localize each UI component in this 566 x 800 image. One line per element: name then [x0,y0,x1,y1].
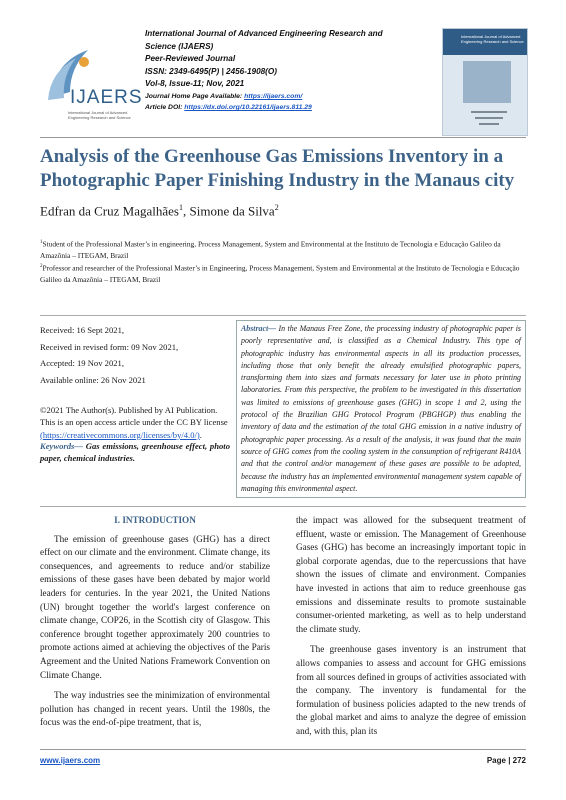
article-dates [40,322,228,388]
affiliation-1-sup: 1 [40,240,43,245]
logo-wordmark: IJAERS [70,87,143,108]
doi-line [145,102,425,113]
article-title: Analysis of the Greenhouse Gas Emissions Inventory in a Photographic Paper Finishing Industry in the Manaus city [40,146,515,191]
author-separator: , [182,203,190,219]
cover-title: International Journal of Advanced Engineering Research and Science [461,34,524,44]
keywords-label: Keywords— [40,441,83,451]
copyright-tail: . [199,429,202,440]
journal-name-line-2: Science (IJAERS) [145,41,214,51]
doi-link[interactable]: https://dx.doi.org/10.22161/ijaers.811.29 [184,103,312,111]
homepage-link[interactable]: https://ijaers.com/ [244,92,303,100]
abstract-box [236,320,526,498]
author-2-sup: 2 [274,203,279,212]
affiliation-1 [40,237,526,261]
affiliation-divider [40,315,526,316]
issn-line: ISSN: 2349-6495(P) | 2456-1908(O) [145,66,277,76]
section-heading-introduction: I. INTRODUCTION [114,515,196,525]
logo-subtitle: International Journal of Advanced Engineering Research and Science [68,110,131,120]
copyright-notice [40,404,230,441]
abstract-text: In the Manaus Free Zone, the processing industry of photographic paper is poorly representative and, is classified as a Chemical Industry. This type of photographic industry has environmental aspects in all its production processes, including those that only benefit the already emulsified photographic papers, transforming them into sizes and formats necessary for later use in photo printing laboratories. From this perspective, the problem to be investigated in this dissertation was limited to emissions of greenhouse gases (GHG) in scope 1 and 2, using the protocol of the Brazilian GHG Protocol Program (PBGHGP) thus enabling the inventory of data and the estimation of the total GHG emission in a native industry of photographic paper processing. As a result of the analysis, it was found that the main source of GHG comes from the cooling system in the consumption of refrigerant R410A and that the control and/or management of these gases are possible to be adopted, because the industry has an implemented environmental management system capable of managing this environmental aspect. [241,324,521,493]
cover-image [463,61,511,103]
author-2: Simone da Silva [189,203,275,219]
affiliation-2-text: Professor and researcher of the Professional Master’s in Engineering, Process Management, System and Environmental at the Instituto de Tecnologia e Educação Galileo da Amazônia – ITEGAM, Brazil [40,263,520,285]
abstract-divider [40,506,526,507]
journal-cover-thumbnail [442,28,528,136]
peer-reviewed-label: Peer-Reviewed Journal [145,54,236,64]
license-link[interactable]: (https://creativecommons.org/licenses/by/4.0/) [40,429,200,440]
body-paragraph: The way industries see the minimization of environmental pollution has changed in recent years. Until the 1980s, the focus was the end-of-pipe treatment, that is, [40,690,270,728]
footer-divider [40,749,526,750]
body-column-right [296,514,526,739]
accepted-date: Accepted: 19 Nov 2021, [40,358,125,369]
author-line [40,203,279,219]
affiliation-2-sup: 2 [40,264,43,270]
cover-banner [443,29,527,55]
body-column-left [40,514,270,730]
journal-header [40,28,526,136]
cover-text-lines [471,109,507,127]
homepage-label: Journal Home Page Available: [145,92,245,100]
body-paragraph: The greenhouse gases inventory is an instrument that allows companies to assess and account for GHG emissions from all sources defined in groups of activities associated with the company. The inventory is fundamental for the formulation of business policies adapted to the new trends of the global market and aims to analyze the degree of emission and, with this, plan its [296,644,526,736]
received-date: Received: 16 Sept 2021, [40,325,125,335]
revised-date: Received in revised form: 09 Nov 2021, [40,341,179,352]
journal-name-line-1: International Journal of Advanced Engineering Research and [145,29,383,38]
journal-logo [40,42,143,122]
paragraph-gap [296,636,526,643]
author-1-sup: 1 [178,203,183,212]
affiliation-2 [40,261,526,285]
affiliations [40,237,526,286]
author-1: Edfran da Cruz Magalhães [40,203,179,219]
volume-line: Vol-8, Issue-11; Nov, 2021 [145,79,245,89]
journal-info [145,28,425,113]
keywords [40,440,230,465]
abstract-label: Abstract— [241,324,277,333]
doi-label: Article DOI: [145,103,185,111]
keywords-text: Gas emissions, greenhouse effect, photo paper, chemical industries. [40,441,230,464]
online-date: Available online: 26 Nov 2021 [40,374,146,385]
body-paragraph: The emission of greenhouse gases (GHG) has a direct effect on our climate and the environment. Climate change, its consequences, and agreements to reduce and/or stabilize emissions of these gases have been debated by major world leaders for centuries. In the year 2021, the United Nations (UN) brought together the world's largest conference on climate change, COP26, in the Scottish city of Glasgow. This conference brought together approximately 200 countries to promote actions aimed at achieving the objectives of the Paris Agreement and the United Nations Framework Convention on Climate Change. [40,533,270,680]
footer-website-link[interactable]: www.ijaers.com [40,756,101,765]
affiliation-1-text: Student of the Professional Master’s in engineering, Process Management, System and Environmental at the Instituto de Tecnologia e Educação Galileo da Amazônia – ITEGAM, Brazil [40,239,501,260]
page-number: Page | 272 [486,756,526,765]
paragraph-gap [40,682,270,689]
header-divider [40,137,526,138]
homepage-line [145,91,425,102]
copyright-text: ©2021 The Author(s). Published by AI Publication. This is an open access article under the CC BY license [40,405,228,428]
body-paragraph: the impact was allowed for the subsequent treatment of effluent, waste or emission. The Management of Greenhouse Gases (GHG) has become an increasingly important topic in global corporate agendas, due to the repercussions that have shown the issues of climate and environment. Companies have invested in actions that aim to reduce greenhouse gas emissions and disseminate results to promote sustainable consumer-oriented marketing, as well as to help understand the climate study. [296,515,526,634]
